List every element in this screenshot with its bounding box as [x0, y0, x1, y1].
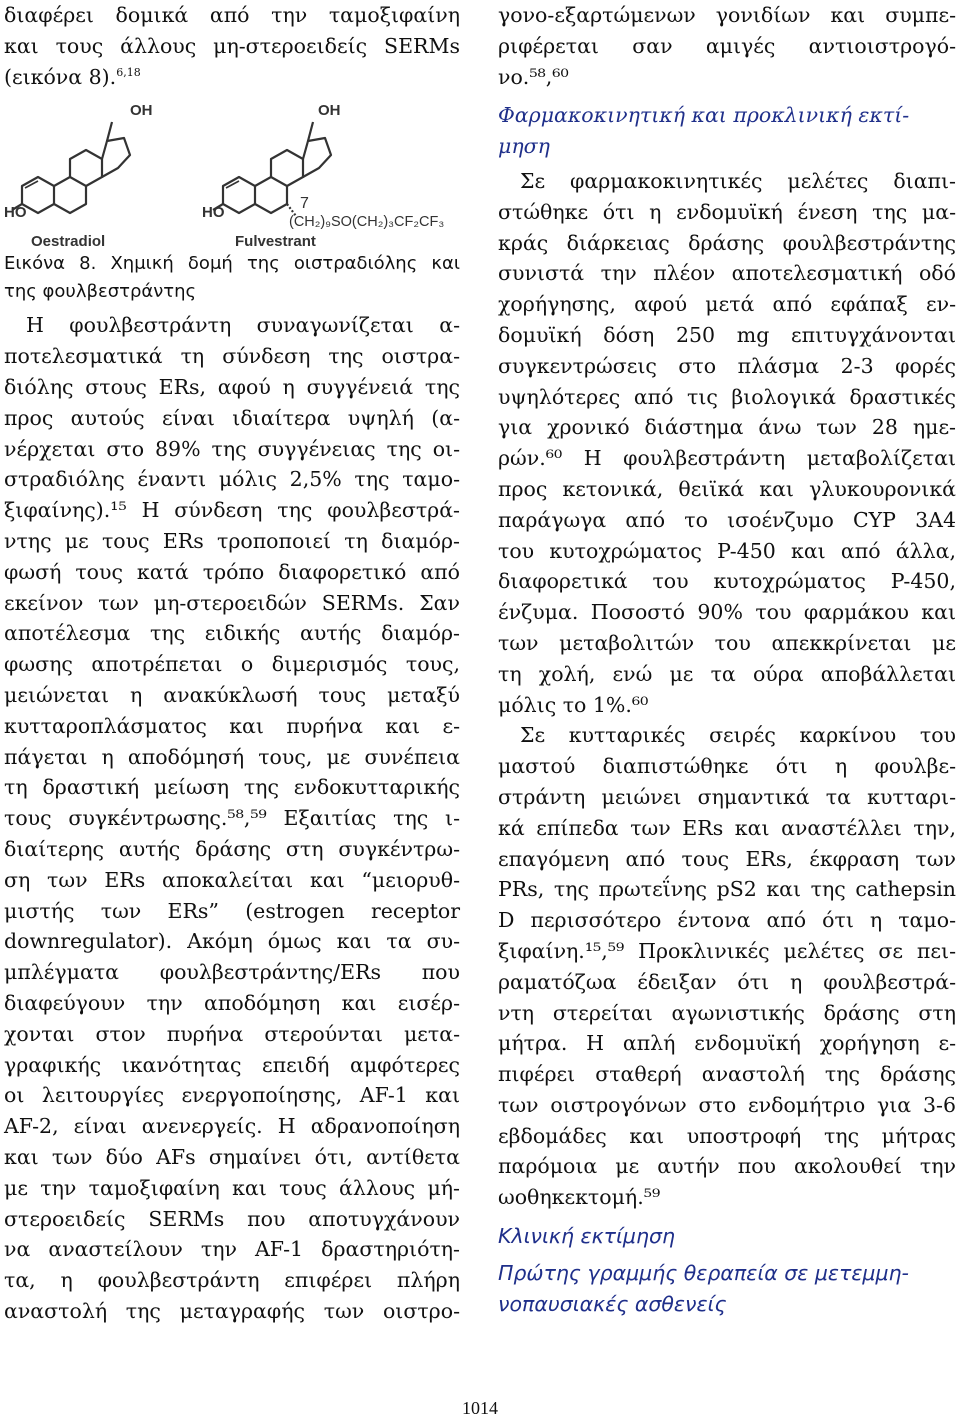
text-line: στραδιόλης έναντι μόλις 2,5% της ταμο-: [4, 467, 460, 492]
text-line: πάγεται η αποδόμησή τους, με συνέπεια: [4, 744, 460, 769]
text-line: συγκεντρώσεις στο πλάσμα 2-3 φορές: [498, 353, 956, 378]
subsection-heading-first-line: [498, 1258, 956, 1320]
text-line: μιστής των ERs” (estrogen receptor: [4, 898, 460, 923]
text-line: εκείνον των μη-στεροειδών SERMs. Σαν: [4, 590, 460, 615]
text-line: Σε φαρμακοκινητικές μελέτες διαπι-: [520, 168, 956, 193]
text-line: προς κετονικά, θειϊκά και γλυκουρονικά: [498, 476, 956, 501]
body-paragraph: [498, 720, 956, 1213]
text-line: διαφεύγουν την αποδόμηση και εισέρ-: [4, 990, 460, 1015]
caption-line: της φουλβεστράντης: [4, 281, 197, 303]
section-heading-clinical: Κλινική εκτίμηση: [498, 1224, 675, 1249]
text-line: ντης με τους ERs τροποποιεί τη διαμόρ-: [4, 528, 460, 553]
text-line: αναστολή της μεταγραφής των οιστρο-: [4, 1298, 460, 1323]
ring-a: [223, 177, 255, 213]
text-line: μήτρα. Η απλή ενδομυϊκή χορήγηση ε-: [498, 1031, 956, 1056]
text-line: διαφέρει δομικά από την ταμοξιφαίνη: [4, 3, 460, 27]
ring-d: [303, 138, 331, 177]
side-chain-label: (CH₂)₉SO(CH₂)₃CF₂CF₃: [289, 214, 445, 231]
continuation-paragraph: [498, 0, 956, 92]
text-line: τους συγκέντρωσης.⁵⁸,⁵⁹ Εξαιτίας της ι-: [4, 806, 460, 831]
text-line: PRs, της πρωτεΐνης pS2 και της cathepsin: [498, 877, 956, 902]
text-line: ποτελεσματικά τη σύνδεση της οιστρα-: [4, 344, 460, 369]
intro-paragraph: [4, 0, 460, 92]
text-line: στεροειδείς SERMs που αποτυγχάνουν: [4, 1206, 460, 1231]
text-line: τα, η φουλβεστράντη επιφέρει πλήρη: [4, 1268, 460, 1293]
body-paragraph: [498, 166, 956, 720]
text-line: μόλις το 1%.⁶⁰: [498, 692, 649, 717]
text-line: παρόμοια με αυτήν που ακολουθεί την: [498, 1154, 956, 1179]
text-line: και τους άλλους μη-στεροειδείς SERMs: [4, 33, 460, 58]
text-line: φωσή τους κατά τρόπο διαφορετικό από: [4, 559, 460, 584]
page-number: 1014: [462, 1398, 498, 1418]
text-line: ριφέρεται σαν αμιγές αντιοιστρογό-: [498, 33, 956, 58]
caption-line: Εικόνα 8. Χημική δομή της οιστραδιόλης και: [4, 253, 460, 275]
ring-b: [255, 177, 287, 213]
text-line: μειώνεται η ανακύκλωσή τους μεταξύ: [4, 682, 460, 707]
text-line: με την ταμοξιφαίνη και τους άλλους μή-: [4, 1175, 460, 1200]
text-line: AF-2, είναι ανενεργείς. Η αδρανοποίηση: [4, 1114, 460, 1139]
text-line: διαίτερης αυτής δράσης στη συγκέντρω-: [4, 836, 460, 861]
text-line: ξιφαίνης).¹⁵ Η σύνδεση της φουλβεστρά-: [4, 498, 460, 523]
text-line: προς αυτούς είναι ιδιαίτερα υψηλή (α-: [4, 405, 460, 430]
ring-b: [54, 177, 86, 213]
text-line: Σε κυτταρικές σειρές καρκίνου του: [520, 723, 956, 748]
text-line: [4, 62, 460, 93]
text-line: παράγωγα από το ισοένζυμο CYP 3A4: [498, 507, 956, 532]
text-line: επαγόμενη από τους ERs, έκφραση των: [498, 846, 956, 871]
text-line: ξιφαίνη.¹⁵,⁵⁹ Προκλινικές μελέτες σε πει-: [498, 938, 956, 963]
text-line: των μεταβολιτών του απεκκρίνεται με: [498, 630, 956, 655]
text-line: συνιστά την πλέον αποτελεσματική οδό: [498, 261, 956, 286]
text-line: μαστού διαπιστώθηκε ότι η φουλβε-: [498, 754, 956, 779]
text-line: τη δραστική μείωση της ενδοκυτταρικής: [4, 775, 460, 800]
text-line: νέρχεται στο 89% της συγγένειας της οι-: [4, 436, 460, 461]
text-line: νο.⁵⁸,⁶⁰: [498, 64, 569, 89]
text-line: να αναστείλουν την AF-1 δραστηριότη-: [4, 1237, 460, 1262]
text-line-content: (εικόνα 8).: [4, 64, 117, 89]
heading-line: Πρώτης γραμμής θεραπεία σε μετεμμη-: [498, 1260, 909, 1285]
text-line: ραματόζωα έδειξαν ότι η φουλβεστρά-: [498, 969, 956, 994]
text-line: τη χολή, ενώ με τα ούρα αποβάλλεται: [498, 661, 956, 686]
text-line: για χρονικό διάστημα άνω των 28 ημε-: [498, 415, 956, 440]
text-line: διόλης στους ERs, αφού η συγγένειά της: [4, 374, 460, 399]
text-line: φωσης αποτρέπεται ο διμερισμός τους,: [4, 652, 460, 677]
heading-line: νοπαυσιακές ασθενείς: [498, 1291, 727, 1316]
position-label: 7: [300, 195, 309, 213]
text-line: γραφικής ικανότητας επειδή αμφότερες: [4, 1052, 460, 1077]
body-paragraph: [4, 310, 460, 1326]
ring-d: [102, 138, 130, 177]
text-line: και των δύο AFs σημαίνει ότι, αντίθετα: [4, 1144, 460, 1169]
molecule-name-oestradiol: Oestradiol: [31, 233, 106, 251]
text-line: του κυτοχρώματος P-450 και από άλλα,: [498, 538, 956, 563]
text-line: ωοθηκεκτομή.⁵⁹: [498, 1185, 661, 1210]
right-column: [498, 0, 956, 1319]
text-line: δομυϊκή δόση 250 mg επιτυγχάνονται: [498, 322, 956, 347]
text-line: γονο-εξαρτώμενων γονιδίων και συμπε-: [498, 3, 956, 27]
text-line: στώθηκε ότι η ενδομυϊκή ένεση της μα-: [498, 199, 956, 224]
text-line: ντη στερείται αγωνιστικής δράσης στη: [498, 1000, 956, 1025]
text-line: των οιστρογόνων στο ενδομήτριο για 3-6: [498, 1092, 956, 1117]
text-line: πιφέρει σταθερή αναστολή της δράσης: [498, 1062, 956, 1087]
text-line: εβδομάδες και υποστροφή της μήτρας: [498, 1123, 956, 1148]
heading-line: μηση: [498, 134, 550, 159]
text-line: κά επίπεδα των ERs και αναστέλλει την,: [498, 815, 956, 840]
hydroxyl-label: HO: [4, 204, 27, 222]
molecule-name-fulvestrant: Fulvestrant: [235, 233, 316, 251]
figure-caption: [4, 250, 460, 306]
text-line: χονται στον πυρήνα στερούνται μετα-: [4, 1021, 460, 1046]
text-line: υψηλότερες από τις βιολογικά δραστικές: [498, 384, 956, 409]
hydroxyl-label: OH: [130, 102, 153, 120]
heading-line: Φαρμακοκινητική και προκλινική εκτί-: [498, 103, 910, 128]
text-line: χορήγησης, αφού μετά από εφάπαξ εν-: [498, 292, 956, 317]
text-line: κράς διάρκειας δράσης φουλβεστράντης: [498, 230, 956, 255]
citation: 6,18: [116, 65, 141, 79]
text-line: ένζυμα. Ποσοστό 90% του φαρμάκου και: [498, 600, 956, 625]
text-line: διαφορετικά του κυτοχρώματος P-450,: [498, 569, 956, 594]
text-line: Η φουλβεστράντη συναγωνίζεται α-: [26, 313, 460, 338]
text-line: μπλέγματα φουλβεστράντης/ERs που: [4, 960, 460, 985]
text-line: κυτταροπλάσματος και πυρήνα και ε-: [4, 713, 460, 738]
left-column: [4, 0, 460, 1327]
text-line: αποτέλεσμα της ειδικής αυτής διαμόρ-: [4, 621, 460, 646]
figure-chemical-structures: [4, 94, 460, 251]
text-line: ρών.⁶⁰ Η φουλβεστράντη μεταβολίζεται: [498, 446, 956, 471]
text-line: ση των ERs αποκαλείται και “μειορυθ-: [4, 867, 460, 892]
text-line: οι λειτουργίες ενεργοποίησης, AF-1 και: [4, 1083, 460, 1108]
text-line: στράντη μειώνει σημαντικά τα κυτταρι-: [498, 784, 956, 809]
text-line: D περισσότερο έντονα από ότι η ταμο-: [498, 908, 956, 933]
hydroxyl-label: HO: [202, 204, 225, 222]
hydroxyl-label: OH: [318, 102, 341, 120]
section-heading-pharmacokinetics: [498, 100, 956, 162]
text-line: downregulator). Ακόμη όμως και τα συ-: [4, 929, 460, 954]
